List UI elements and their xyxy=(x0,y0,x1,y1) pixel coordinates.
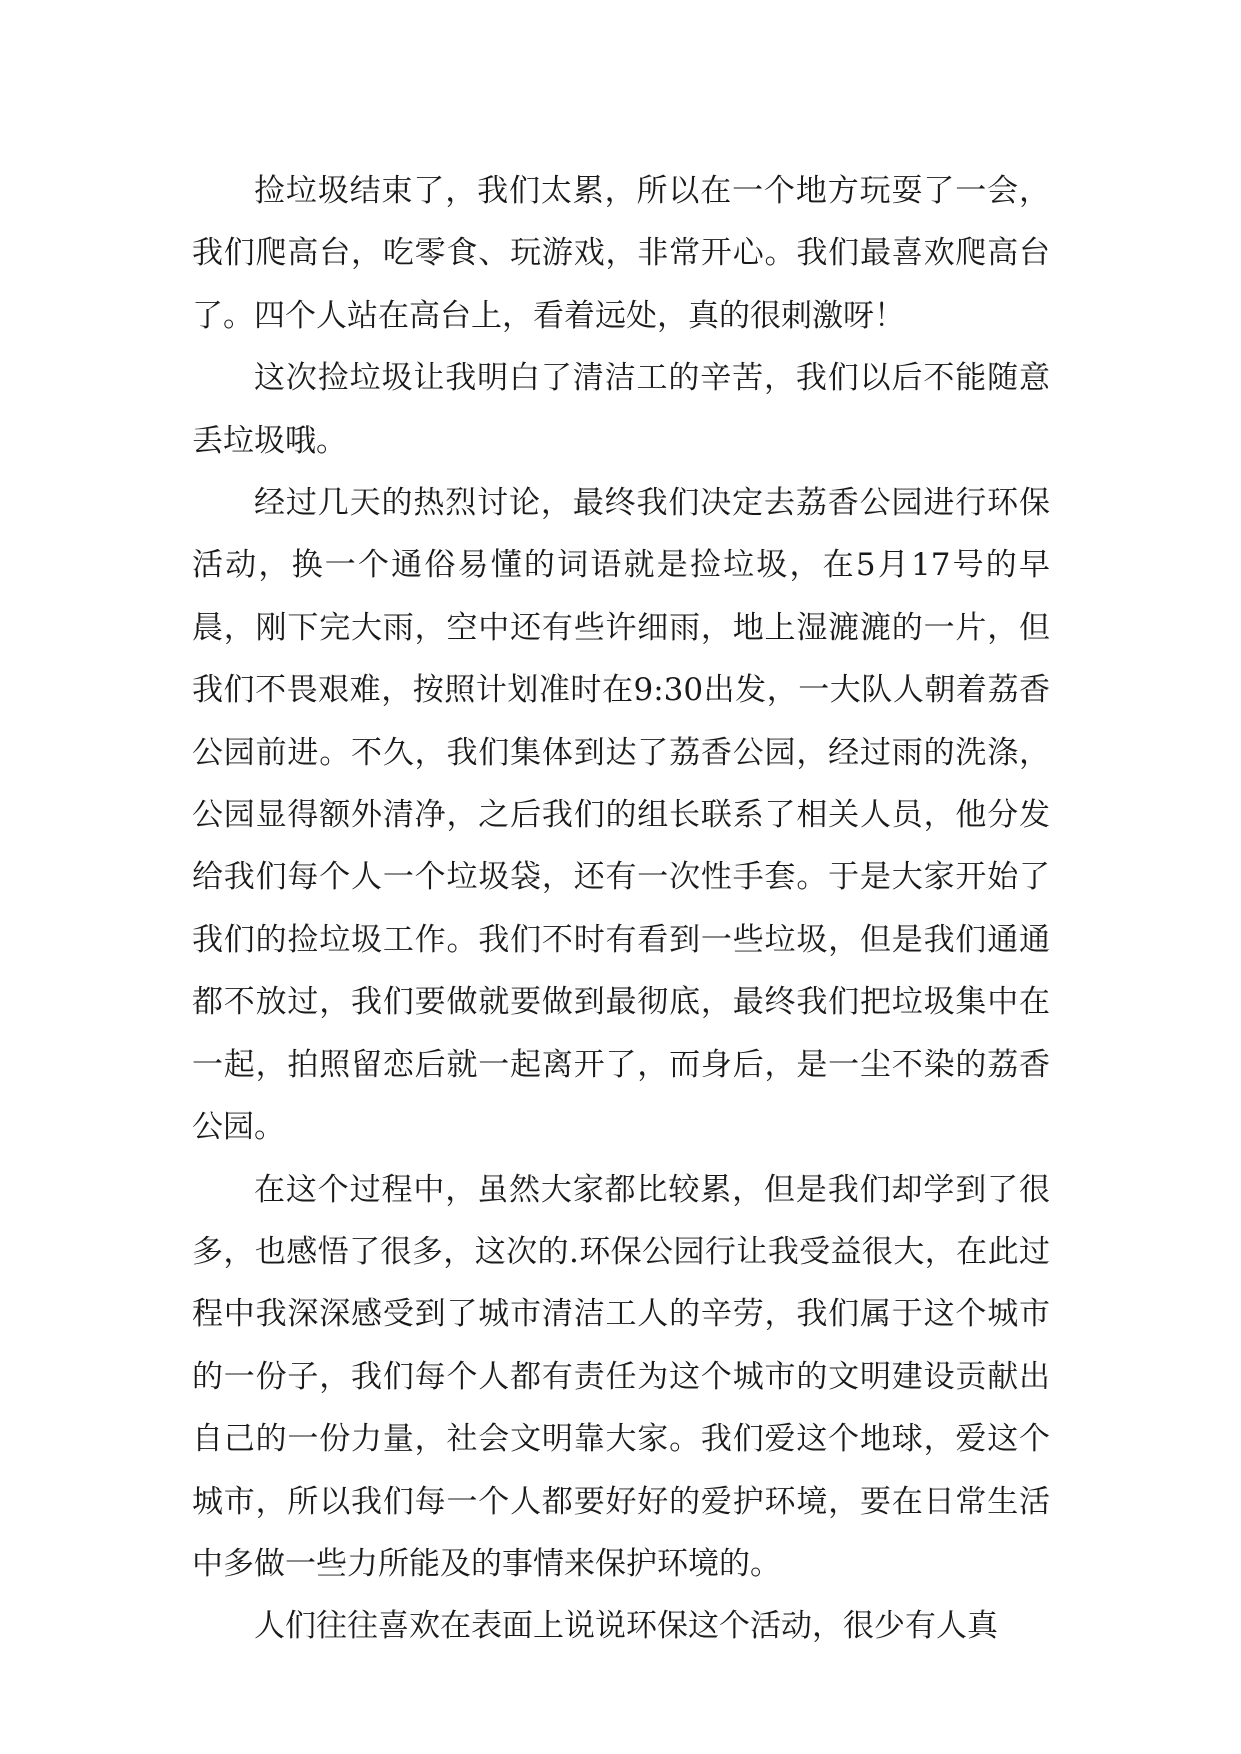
paragraph: 在这个过程中，虽然大家都比较累，但是我们却学到了很多，也感悟了很多，这次的.环保公园行让我受益很大，在此过程中我深深感受到了城市清洁工人的辛劳，我们属于这个城市的一份子，我们每个人都有责任为这个城市的文明建设贡献出自己的一份力量，社会文明靠大家。我们爱这个地球，爱这个城市，所以我们每一个人都要好好的爱护环境，要在日常生活中多做一些力所能及的事情来保护环境的。 xyxy=(192,1171,1050,1582)
paragraph: 捡垃圾结束了，我们太累，所以在一个地方玩耍了一会，我们爬高台，吃零食、玩游戏，非常开心。我们最喜欢爬高台了。四个人站在高台上，看着远处，真的很刺激呀！ xyxy=(192,173,1050,334)
paragraph: 这次捡垃圾让我明白了清洁工的辛苦，我们以后不能随意丢垃圾哦。 xyxy=(192,360,1050,459)
paragraph: 经过几天的热烈讨论，最终我们决定去荔香公园进行环保活动，换一个通俗易懂的词语就是捡垃圾，在5月17号的早晨，刚下完大雨，空中还有些许细雨，地上湿漉漉的一片，但我们不畏艰难，按照计划准时在9:30出发，一大队人朝着荔香公园前进。不久，我们集体到达了荔香公园，经过雨的洗涤，公园显得额外清净，之后我们的组长联系了相关人员，他分发给我们每个人一个垃圾袋，还有一次性手套。于是大家开始了我们的捡垃圾工作。我们不时有看到一些垃圾，但是我们通通都不放过，我们要做就要做到最彻底，最终我们把垃圾集中在一起，拍照留恋后就一起离开了，而身后，是一尘不染的荔香公园。 xyxy=(192,485,1050,1146)
document-body xyxy=(192,160,1050,1658)
paragraph: 人们往往喜欢在表面上说说环保这个活动，很少有人真 xyxy=(254,1608,998,1645)
